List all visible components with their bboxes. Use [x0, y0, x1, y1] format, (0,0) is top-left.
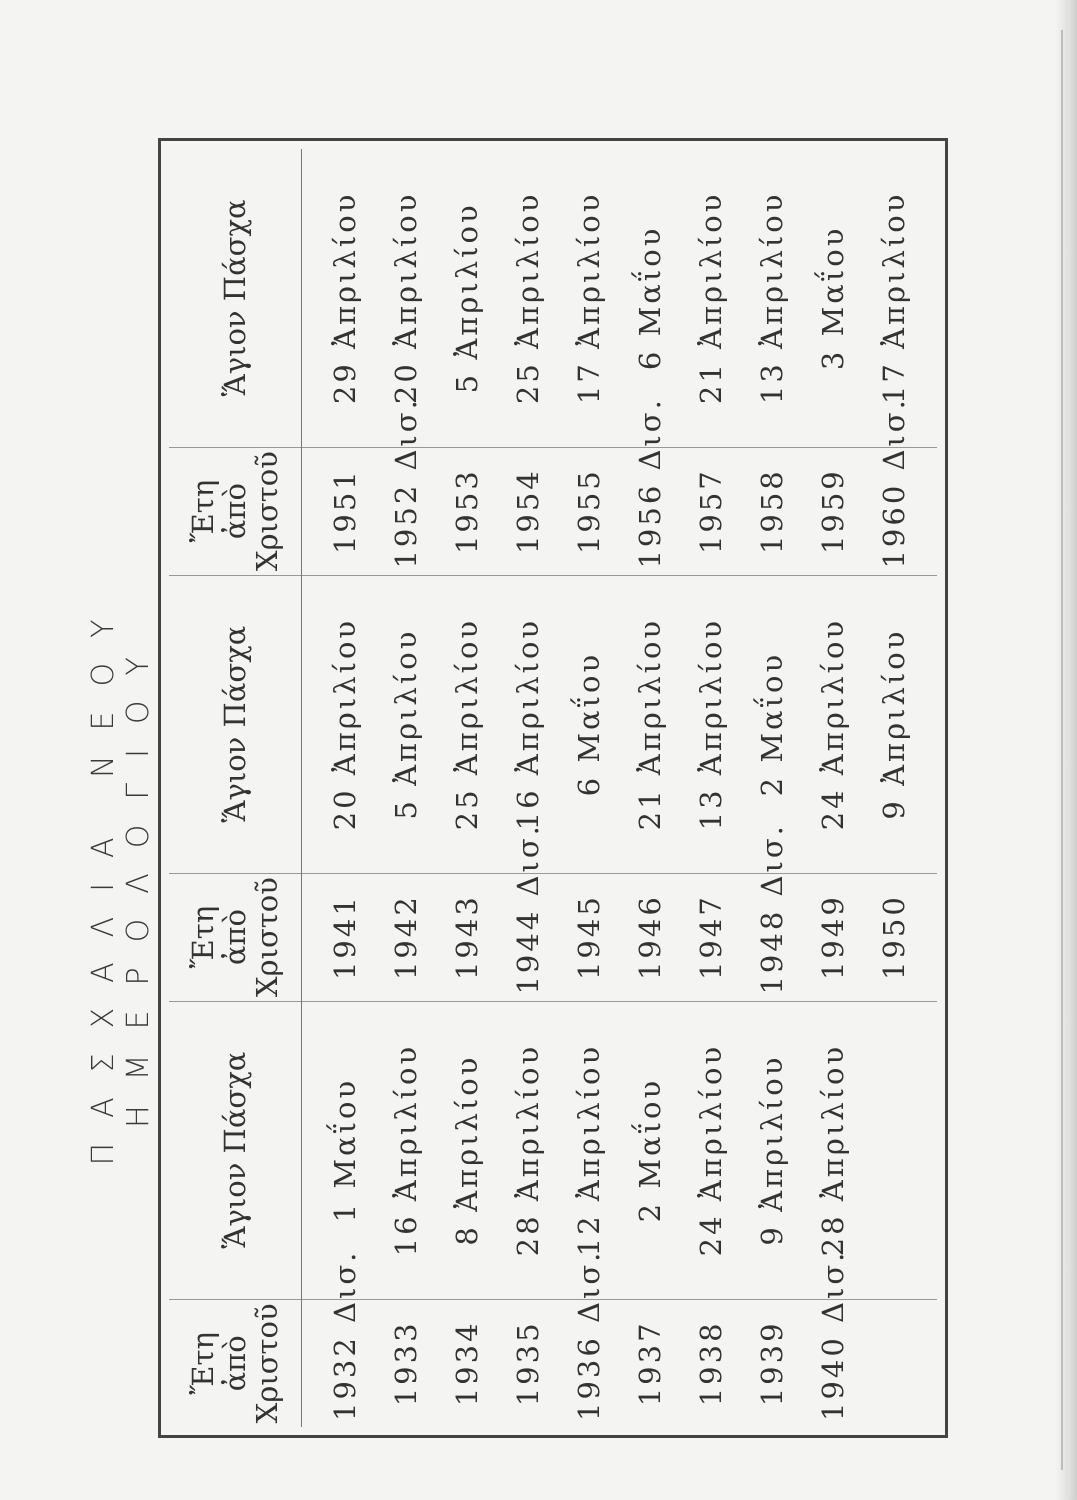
- year-cell: 1934: [449, 1320, 484, 1407]
- year-cell: 1949: [803, 873, 864, 1001]
- easter-cell: 9 Ἀπριλίου: [742, 1001, 803, 1299]
- year-cell: 1942: [375, 873, 436, 1001]
- year-cell: 1944 Δισ.: [497, 873, 558, 1001]
- year-cell: 1952 Δισ.: [375, 447, 436, 575]
- header-easter-1: Ἅγιον Πάσχα: [169, 1001, 302, 1299]
- easter-cell: 13 Ἀπριλίου: [742, 149, 803, 447]
- table-row: [619, 149, 680, 1427]
- year-cell: 1941: [314, 873, 375, 1001]
- year-cell: 1955: [558, 447, 619, 575]
- year-cell: 1950: [864, 873, 925, 1001]
- header-years-2: Ἔτη ἀπὸ Χριστοῦ: [169, 873, 302, 1001]
- year-cell: 1948 Δισ.: [742, 873, 803, 1001]
- easter-cell: 9 Ἀπριλίου: [864, 575, 925, 873]
- easter-cell: 20 Ἀπριλίου: [314, 575, 375, 873]
- easter-cell: 24 Ἀπριλίου: [803, 575, 864, 873]
- header-years-3: Ἔτη ἀπὸ Χριστοῦ: [169, 447, 302, 575]
- easter-cell: 5 Ἀπριλίου: [436, 149, 497, 447]
- year-cell: 1947: [681, 873, 742, 1001]
- year-cell: 1959: [803, 447, 864, 575]
- year-cell: 1935: [510, 1320, 545, 1407]
- easter-cell: 12 Ἀπριλίου: [558, 1001, 619, 1299]
- table-row: [314, 149, 375, 1427]
- year-cell: [864, 1299, 925, 1427]
- table-row: [681, 149, 742, 1427]
- header-years-1: Ἔτη ἀπὸ Χριστοῦ: [169, 1299, 302, 1427]
- year-cell: 1957: [681, 447, 742, 575]
- year-cell: 1937: [633, 1320, 668, 1407]
- table-row: [497, 149, 558, 1427]
- easter-table-frame: [158, 138, 948, 1438]
- easter-cell: 17 Ἀπριλίου: [864, 149, 925, 447]
- year-cell: 1933: [388, 1320, 423, 1407]
- easter-cell: 20 Ἀπριλίου: [375, 149, 436, 447]
- table-row: [864, 149, 925, 1427]
- easter-cell: 2 Μαΐου: [619, 1001, 680, 1299]
- easter-cell: 1 Μαΐου: [314, 1001, 375, 1299]
- easter-cell: 28 Ἀπριλίου: [803, 1001, 864, 1299]
- header-easter-2: Ἅγιον Πάσχα: [169, 575, 302, 873]
- easter-cell: 13 Ἀπριλίου: [681, 575, 742, 873]
- easter-cell: 28 Ἀπριλίου: [497, 1001, 558, 1299]
- easter-cell: 25 Ἀπριλίου: [497, 149, 558, 447]
- table-row: [375, 149, 436, 1427]
- spacer-row: [925, 149, 937, 1427]
- easter-cell: 3 Μαΐου: [803, 149, 864, 447]
- easter-cell: 17 Ἀπριλίου: [558, 149, 619, 447]
- easter-cell: 21 Ἀπριλίου: [619, 575, 680, 873]
- easter-table: [169, 149, 937, 1427]
- year-cell: 1943: [436, 873, 497, 1001]
- easter-cell: [864, 1001, 925, 1299]
- easter-cell: 5 Ἀπριλίου: [375, 575, 436, 873]
- year-cell: 1953: [436, 447, 497, 575]
- year-cell: 1956 Δισ.: [619, 447, 680, 575]
- easter-cell: 16 Ἀπριλίου: [497, 575, 558, 873]
- year-cell: 1954: [497, 447, 558, 575]
- easter-cell: 21 Ἀπριλίου: [681, 149, 742, 447]
- year-cell: 1932 Δισ.: [327, 1249, 362, 1421]
- easter-cell: 29 Ἀπριλίου: [314, 149, 375, 447]
- table-row: [803, 149, 864, 1427]
- table-row: [436, 149, 497, 1427]
- easter-cell: 25 Ἀπριλίου: [436, 575, 497, 873]
- year-cell: 1936 Δισ.: [571, 1249, 606, 1421]
- table-row: [742, 149, 803, 1427]
- year-cell: 1939: [755, 1320, 790, 1407]
- year-cell: 1951: [314, 447, 375, 575]
- easter-cell: 8 Ἀπριλίου: [436, 1001, 497, 1299]
- header-row: [169, 149, 302, 1427]
- easter-cell: 6 Μαΐου: [558, 575, 619, 873]
- page-title: ΠΑΣΧΑΛΙΑ ΝΕΟΥ ΗΜΕΡΟΛΟΓΙΟΥ: [86, 594, 156, 1166]
- easter-cell: 6 Μαΐου: [619, 149, 680, 447]
- year-cell: 1946: [619, 873, 680, 1001]
- year-cell: 1960 Δισ.: [864, 447, 925, 575]
- easter-cell: 2 Μαΐου: [742, 575, 803, 873]
- year-cell: 1945: [558, 873, 619, 1001]
- header-easter-3: Ἅγιον Πάσχα: [169, 149, 302, 447]
- spacer-row: [302, 149, 315, 1427]
- easter-cell: 16 Ἀπριλίου: [375, 1001, 436, 1299]
- easter-cell: 24 Ἀπριλίου: [681, 1001, 742, 1299]
- year-cell: 1938: [694, 1320, 729, 1407]
- year-cell: 1940 Δισ.: [816, 1249, 851, 1421]
- year-cell: 1958: [742, 447, 803, 575]
- table-row: [558, 149, 619, 1427]
